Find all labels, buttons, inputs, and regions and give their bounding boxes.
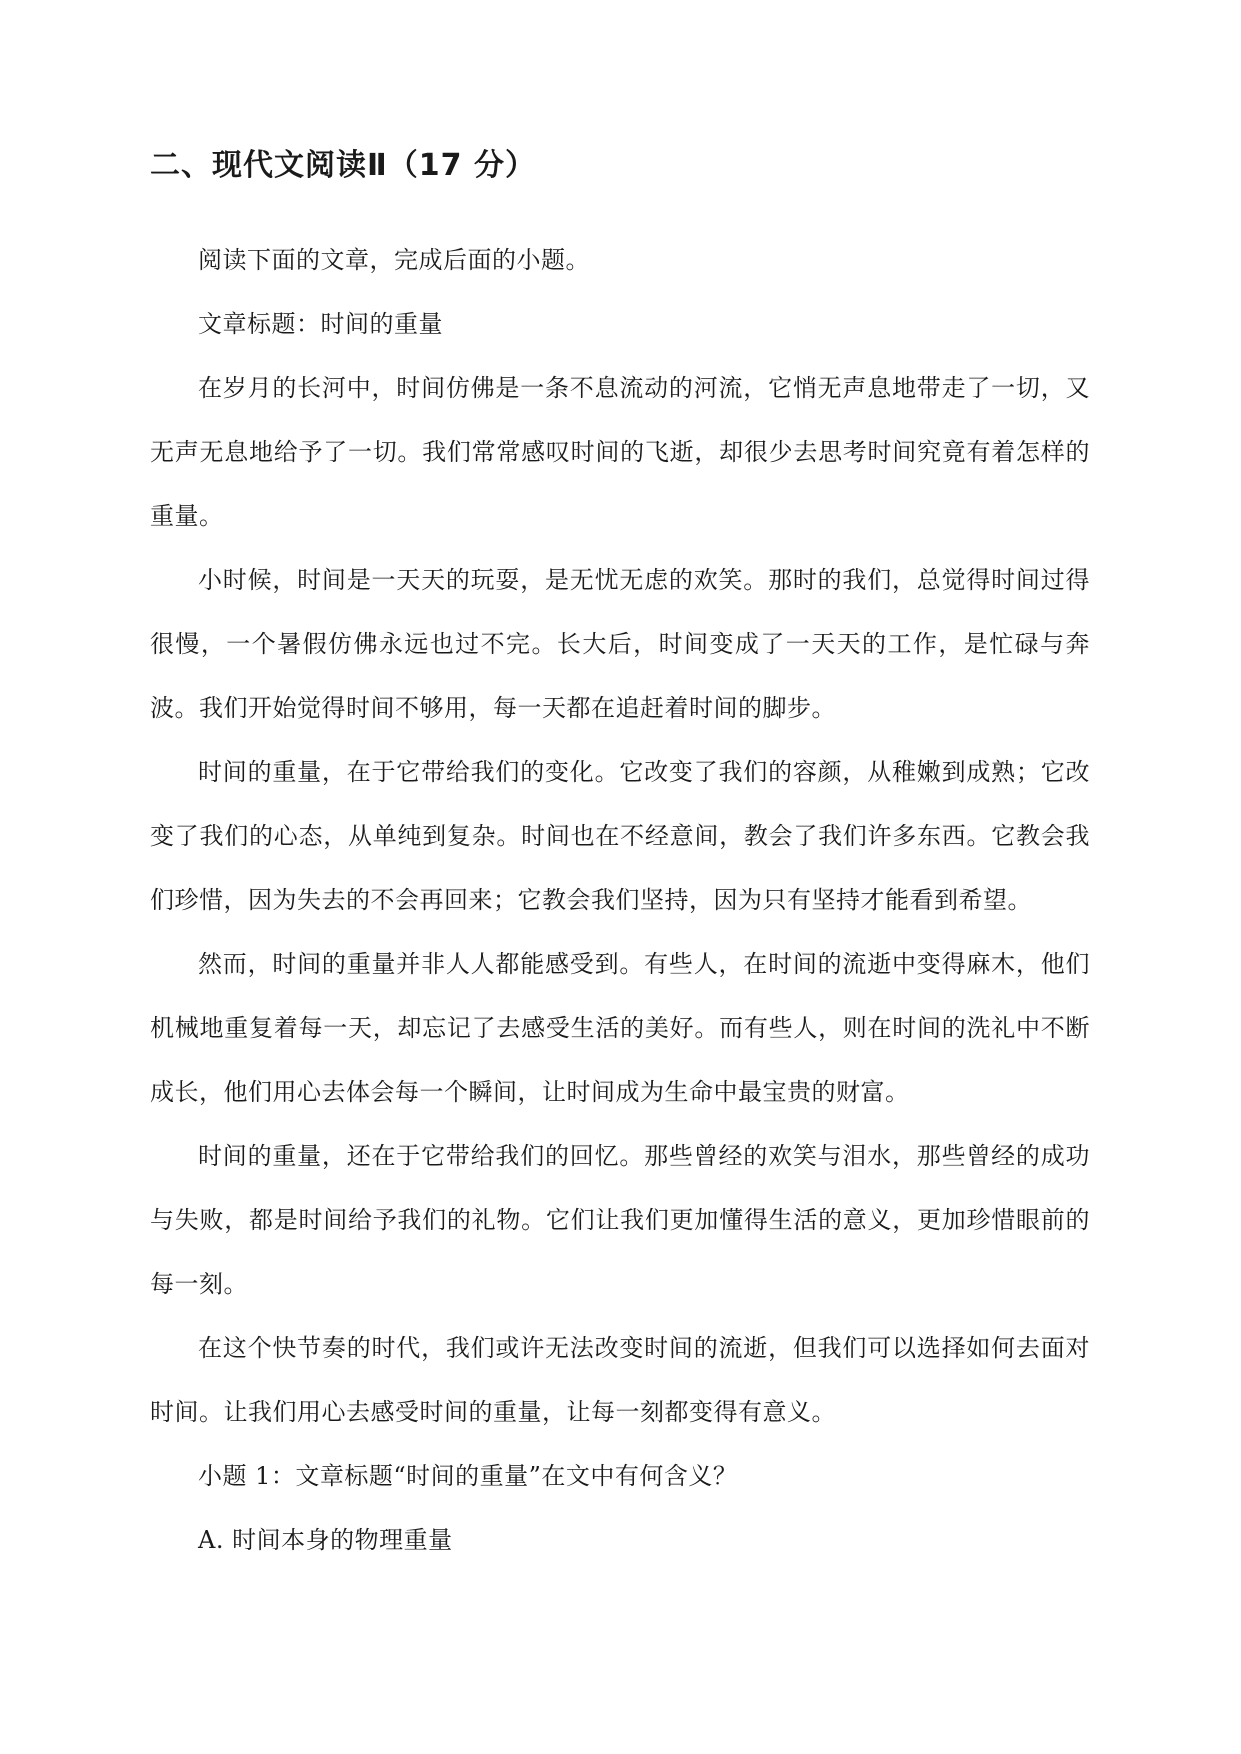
section-heading: 二、现代文阅读Ⅱ（17 分）	[150, 148, 536, 183]
article-title: 文章标题：时间的重量	[198, 310, 443, 338]
question-1-option-a: A. 时间本身的物理重量	[198, 1526, 453, 1554]
paragraph-4: 然而，时间的重量并非人人都能感受到。有些人，在时间的流逝中变得麻木，他们机械地重复着每一天，却忘记了去感受生活的美好。而有些人，则在时间的洗礼中不断成长，他们用心去体会每一个瞬间，让时间成为生命中最宝贵的财富。	[150, 950, 1090, 1106]
paragraph-5: 时间的重量，还在于它带给我们的回忆。那些曾经的欢笑与泪水，那些曾经的成功与失败，都是时间给予我们的礼物。它们让我们更加懂得生活的意义，更加珍惜眼前的每一刻。	[150, 1142, 1090, 1298]
paragraph-2: 小时候，时间是一天天的玩耍，是无忧无虑的欢笑。那时的我们，总觉得时间过得很慢，一个暑假仿佛永远也过不完。长大后，时间变成了一天天的工作，是忙碌与奔波。我们开始觉得时间不够用，每一天都在追赶着时间的脚步。	[150, 566, 1090, 722]
reading-passage	[150, 228, 1090, 1572]
paragraph-1: 在岁月的长河中，时间仿佛是一条不息流动的河流，它悄无声息地带走了一切，又无声无息地给予了一切。我们常常感叹时间的飞逝，却很少去思考时间究竟有着怎样的重量。	[150, 374, 1090, 530]
instruction-text: 阅读下面的文章，完成后面的小题。	[198, 246, 590, 274]
paragraph-3: 时间的重量，在于它带给我们的变化。它改变了我们的容颜，从稚嫩到成熟；它改变了我们的心态，从单纯到复杂。时间也在不经意间，教会了我们许多东西。它教会我们珍惜，因为失去的不会再回来；它教会我们坚持，因为只有坚持才能看到希望。	[150, 758, 1090, 914]
question-1-stem: 小题 1：文章标题“时间的重量”在文中有何含义？	[198, 1462, 738, 1490]
paragraph-6: 在这个快节奏的时代，我们或许无法改变时间的流逝，但我们可以选择如何去面对时间。让我们用心去感受时间的重量，让每一刻都变得有意义。	[150, 1334, 1090, 1426]
